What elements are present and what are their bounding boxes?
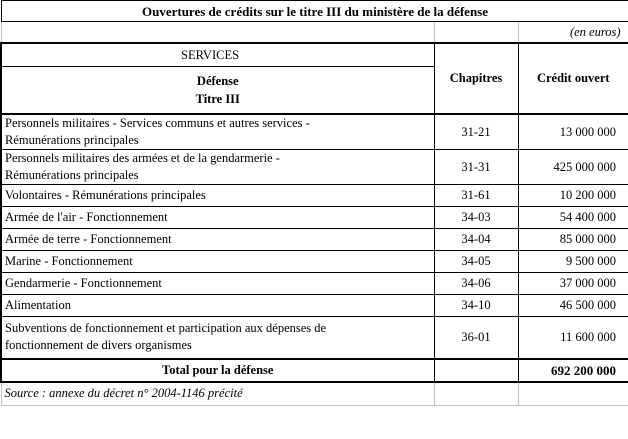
table-row: Volontaires - Rémunérations principales 31-61 10 200 000 [1,185,628,207]
table-title: Ouvertures de crédits sur le titre III du ministère de la défense [1,1,628,22]
unit-label: (en euros) [518,22,628,44]
table-row: Subventions de fonctionnement et participation aux dépenses de fonctionnement de divers organismes 36-01 11 600 000 [1,317,628,359]
table-row: Alimentation 34-10 46 500 000 [1,295,628,317]
table-row: Gendarmerie - Fonctionnement 34-06 37 000 000 [1,273,628,295]
table-row: Armée de terre - Fonctionnement 34-04 85 000 000 [1,229,628,251]
table-row: Marine - Fonctionnement 34-05 9 500 000 [1,251,628,273]
total-label: Total pour la défense [1,359,434,382]
defense-subheader: Défense Titre III [1,67,434,115]
table-row: Armée de l'air - Fonctionnement 34-03 54 400 000 [1,207,628,229]
credit-header: Crédit ouvert [518,43,628,114]
table-row: Personnels militaires - Services communs et autres services - Rémunérations principales 31-21 13 000 000 [1,114,628,150]
chapitres-header: Chapitres [434,43,518,114]
total-amount: 692 200 000 [518,359,628,382]
table-row: Personnels militaires des armées et de la gendarmerie - Rémunérations principales 31-31 425 000 000 [1,150,628,185]
total-row [1,359,628,382]
source-note: Source : annexe du décret n° 2004-1146 précité [1,382,434,406]
services-header: SERVICES [1,43,434,67]
